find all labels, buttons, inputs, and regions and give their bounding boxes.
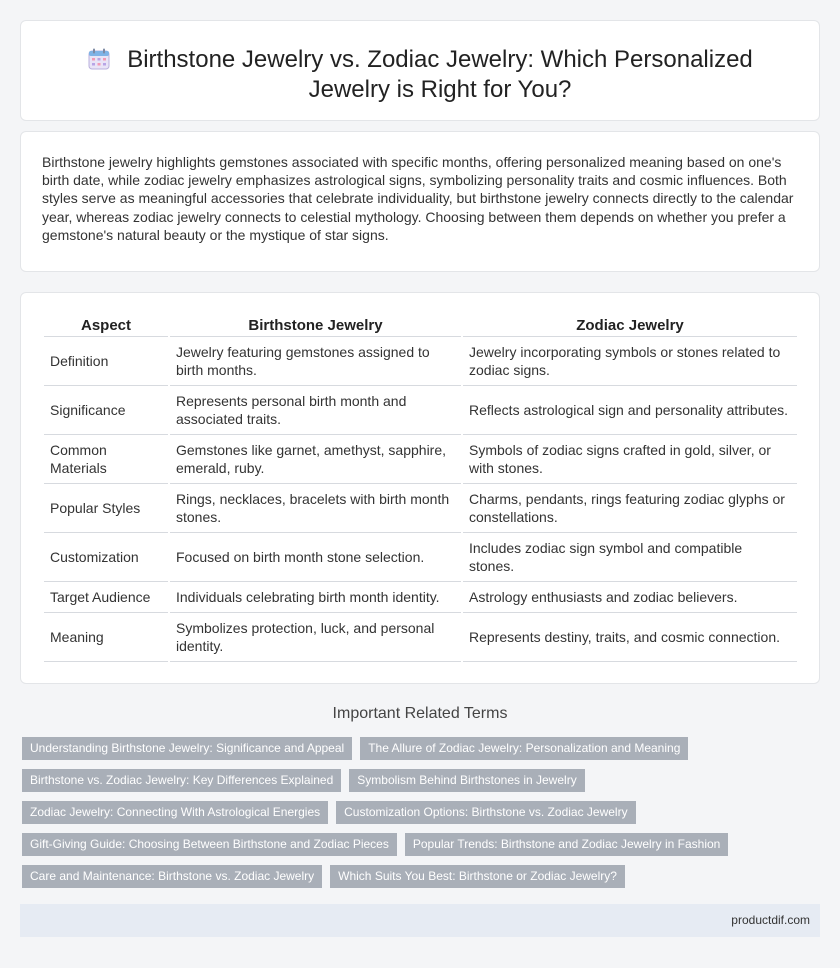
table-row [44, 533, 797, 582]
table-cell: Symbolizes protection, luck, and personal identity. [170, 613, 461, 662]
header-card [20, 20, 820, 121]
related-terms-title: Important Related Terms [332, 705, 508, 722]
table-cell: Reflects astrological sign and personality attributes. [463, 386, 797, 435]
table-cell: Target Audience [44, 582, 168, 613]
table-row [44, 582, 797, 613]
related-term-link[interactable]: Which Suits You Best: Birthstone or Zodiac Jewelry? [330, 865, 625, 888]
table-cell: Represents destiny, traits, and cosmic connection. [463, 613, 797, 662]
related-term-link[interactable]: Popular Trends: Birthstone and Zodiac Jewelry in Fashion [405, 833, 729, 856]
comparison-table-card [20, 292, 820, 684]
related-term-link[interactable]: Zodiac Jewelry: Connecting With Astrological Energies [22, 801, 328, 824]
table-cell: Customization [44, 533, 168, 582]
related-term-link[interactable]: Customization Options: Birthstone vs. Zodiac Jewelry [336, 801, 635, 824]
related-term-link[interactable]: The Allure of Zodiac Jewelry: Personalization and Meaning [360, 737, 688, 760]
table-cell: Includes zodiac sign symbol and compatible stones. [463, 533, 797, 582]
table-row [44, 613, 797, 662]
related-term-link[interactable]: Symbolism Behind Birthstones in Jewelry [349, 769, 584, 792]
related-term-link[interactable]: Birthstone vs. Zodiac Jewelry: Key Differences Explained [22, 769, 341, 792]
table-cell: Symbols of zodiac signs crafted in gold, silver, or with stones. [463, 435, 797, 484]
table-cell: Common Materials [44, 435, 168, 484]
table-cell: Jewelry featuring gemstones assigned to birth months. [170, 337, 461, 386]
table-cell: Focused on birth month stone selection. [170, 533, 461, 582]
table-cell: Astrology enthusiasts and zodiac believers. [463, 582, 797, 613]
intro-paragraph: Birthstone jewelry highlights gemstones associated with specific months, offering personalized meaning based on one's birth date, while zodiac jewelry emphasizes astrological signs, symbolizing personality traits and cosmic influences. Both styles serve as meaningful accessories that celebrate individuality, but birthstone jewelry connects directly to the calendar year, whereas zodiac jewelry connects to celestial mythology. Choosing between them depends on whether you prefer a gemstone's natural beauty or the mystique of star signs. [42, 154, 794, 243]
table-cell: Significance [44, 386, 168, 435]
page-title: Birthstone Jewelry vs. Zodiac Jewelry: Which Personalized Jewelry is Right for You? [127, 46, 753, 103]
footer-site-name: productdif.com [731, 913, 810, 927]
table-cell: Definition [44, 337, 168, 386]
table-cell: Jewelry incorporating symbols or stones related to zodiac signs. [463, 337, 797, 386]
intro-card [20, 131, 820, 272]
related-term-link[interactable]: Understanding Birthstone Jewelry: Significance and Appeal [22, 737, 352, 760]
table-header-row [44, 316, 797, 337]
footer [20, 904, 820, 937]
table-cell: Gemstones like garnet, amethyst, sapphire, emerald, ruby. [170, 435, 461, 484]
related-term-link[interactable]: Gift-Giving Guide: Choosing Between Birthstone and Zodiac Pieces [22, 833, 397, 856]
table-row [44, 337, 797, 386]
tag-row [22, 833, 822, 856]
related-terms-list [22, 737, 822, 897]
tag-row [22, 737, 822, 760]
table-row [44, 435, 797, 484]
table-cell: Rings, necklaces, bracelets with birth month stones. [170, 484, 461, 533]
header-birthstone: Birthstone Jewelry [170, 316, 461, 337]
tag-row [22, 769, 822, 792]
header-aspect: Aspect [44, 316, 168, 337]
table-cell: Charms, pendants, rings featuring zodiac glyphs or constellations. [463, 484, 797, 533]
table-cell: Meaning [44, 613, 168, 662]
related-term-link[interactable]: Care and Maintenance: Birthstone vs. Zodiac Jewelry [22, 865, 322, 888]
tag-row [22, 865, 822, 888]
table-cell: Individuals celebrating birth month identity. [170, 582, 461, 613]
table-cell: Represents personal birth month and associated traits. [170, 386, 461, 435]
header-zodiac: Zodiac Jewelry [463, 316, 797, 337]
table-cell: Popular Styles [44, 484, 168, 533]
tag-row [22, 801, 822, 824]
comparison-table [42, 316, 799, 662]
table-row [44, 386, 797, 435]
table-row [44, 484, 797, 533]
